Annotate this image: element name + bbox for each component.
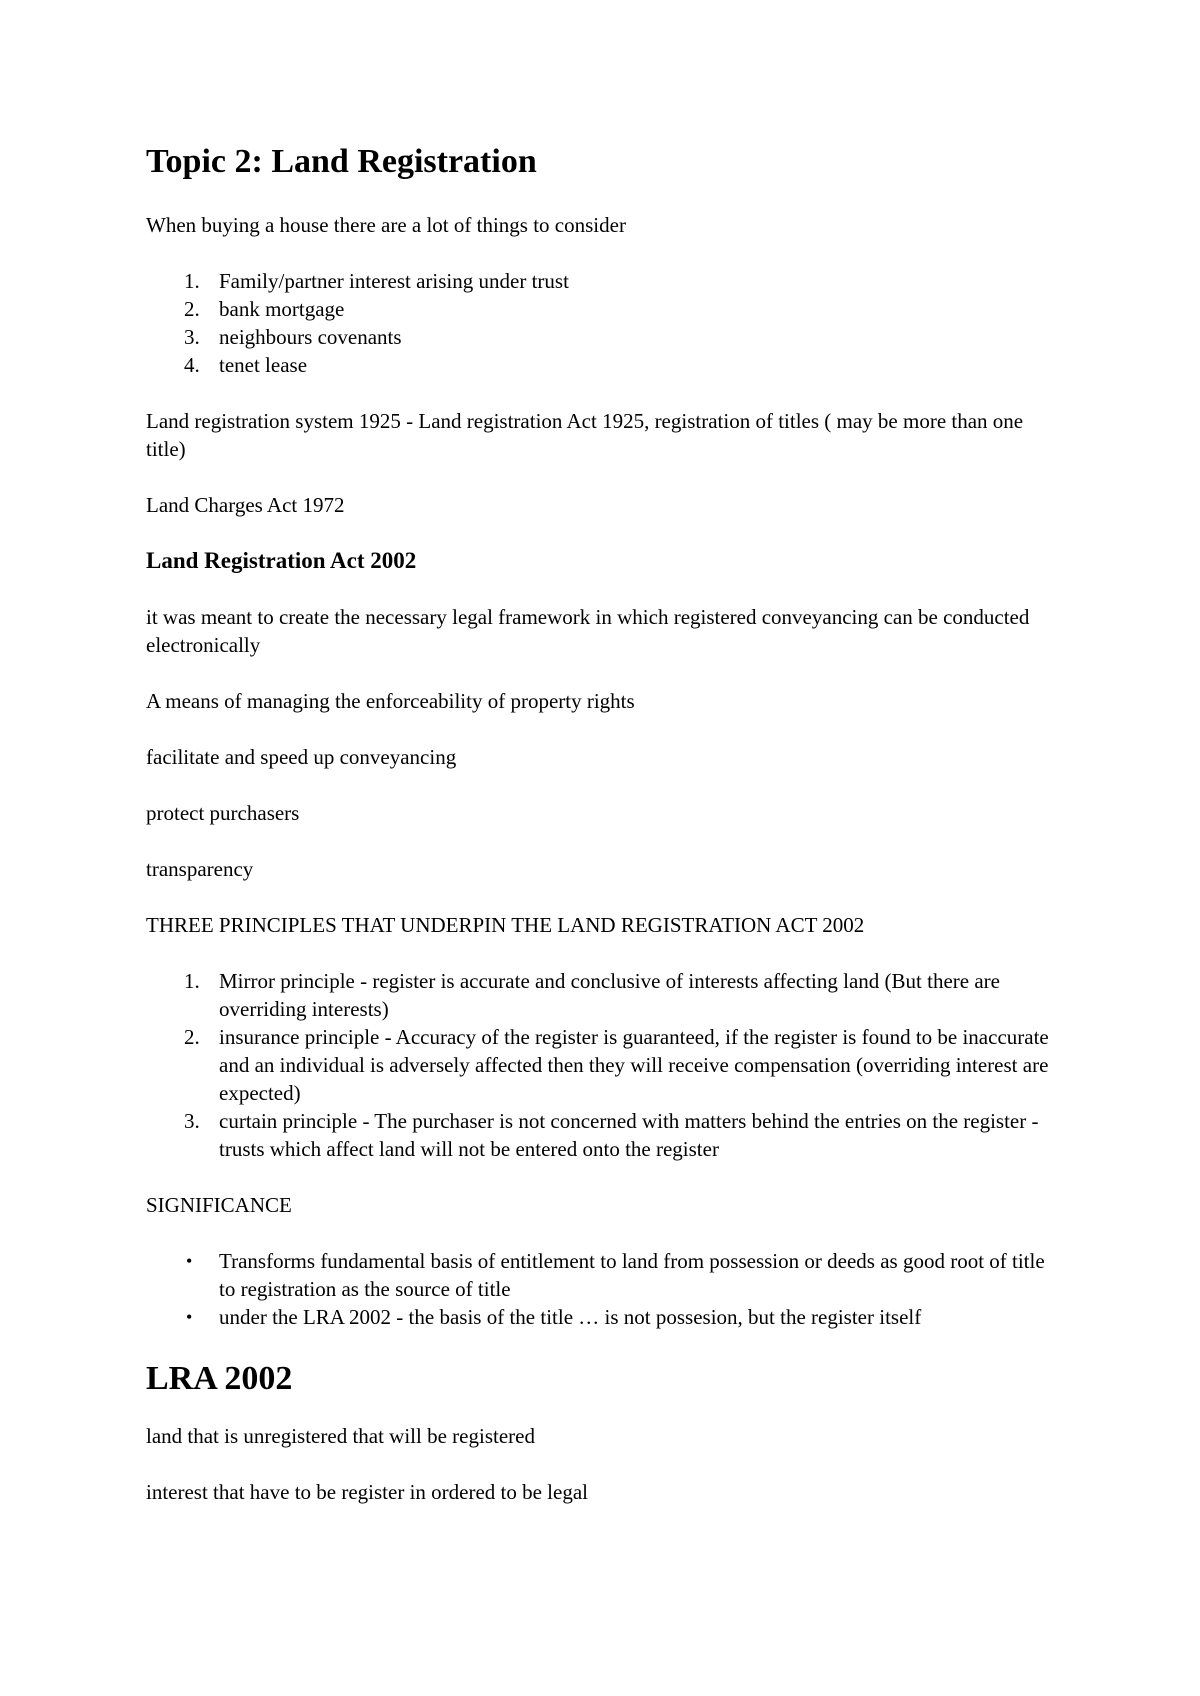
unregistered-paragraph: land that is unregistered that will be registered	[146, 1423, 535, 1448]
bullet-icon: •	[186, 1306, 193, 1327]
transparency-paragraph: transparency	[146, 856, 254, 881]
list-item	[146, 323, 1066, 351]
significance-heading: SIGNIFICANCE	[146, 1192, 292, 1217]
page-title: Topic 2: Land Registration	[146, 143, 537, 180]
list-item	[146, 295, 1066, 323]
list-number: 2.	[184, 296, 200, 321]
list-item	[146, 1247, 1066, 1303]
list-item	[146, 351, 1066, 379]
lra-short-heading: LRA 2002	[146, 1359, 293, 1397]
list-item	[146, 1303, 1066, 1331]
list-item	[146, 1023, 1066, 1107]
principles-list	[146, 967, 1066, 1163]
bullet-icon: •	[186, 1250, 193, 1271]
list-number: 1.	[184, 268, 200, 293]
considerations-list	[146, 267, 1066, 379]
intro-paragraph: When buying a house there are a lot of things to consider	[146, 212, 626, 237]
list-item-text: tenet lease	[219, 352, 308, 377]
list-item-text: bank mortgage	[219, 296, 345, 321]
facilitate-paragraph: facilitate and speed up conveyancing	[146, 744, 457, 769]
list-item-text: insurance principle - Accuracy of the register is guaranteed, if the register is found to be inaccurate and an individual is adversely affected then they will receive compensation (overriding interest are expected)	[219, 1024, 1049, 1105]
list-item	[146, 267, 1066, 295]
list-item	[146, 1107, 1066, 1163]
list-item-text: curtain principle - The purchaser is not concerned with matters behind the entries on the register - trusts which affect land will not be entered onto the register	[219, 1108, 1039, 1161]
interest-paragraph: interest that have to be register in ordered to be legal	[146, 1479, 588, 1504]
protect-paragraph: protect purchasers	[146, 800, 300, 825]
means-paragraph: A means of managing the enforceability of property rights	[146, 688, 635, 713]
list-item-text: neighbours covenants	[219, 324, 402, 349]
list-number: 3.	[184, 1108, 200, 1133]
system-1925-paragraph: Land registration system 1925 - Land registration Act 1925, registration of titles ( may be more than one title)	[146, 408, 1024, 461]
principles-heading: THREE PRINCIPLES THAT UNDERPIN THE LAND REGISTRATION ACT 2002	[146, 912, 865, 937]
list-number: 1.	[184, 968, 200, 993]
lra-section-heading: Land Registration Act 2002	[146, 547, 417, 573]
list-item-text: Family/partner interest arising under trust	[219, 268, 569, 293]
list-item	[146, 967, 1066, 1023]
list-item-text: Transforms fundamental basis of entitlement to land from possession or deeds as good root of title to registration as the source of title	[219, 1248, 1045, 1301]
list-number: 4.	[184, 352, 200, 377]
land-charges-paragraph: Land Charges Act 1972	[146, 492, 345, 517]
list-number: 3.	[184, 324, 200, 349]
list-item-text: under the LRA 2002 - the basis of the title … is not possesion, but the register itself	[219, 1304, 922, 1329]
significance-list	[146, 1247, 1066, 1331]
list-number: 2.	[184, 1024, 200, 1049]
list-item-text: Mirror principle - register is accurate and conclusive of interests affecting land (But there are overriding interests)	[219, 968, 1000, 1021]
framework-paragraph: it was meant to create the necessary legal framework in which registered conveyancing can be conducted electronically	[146, 604, 1030, 657]
document-page	[146, 142, 1066, 1534]
